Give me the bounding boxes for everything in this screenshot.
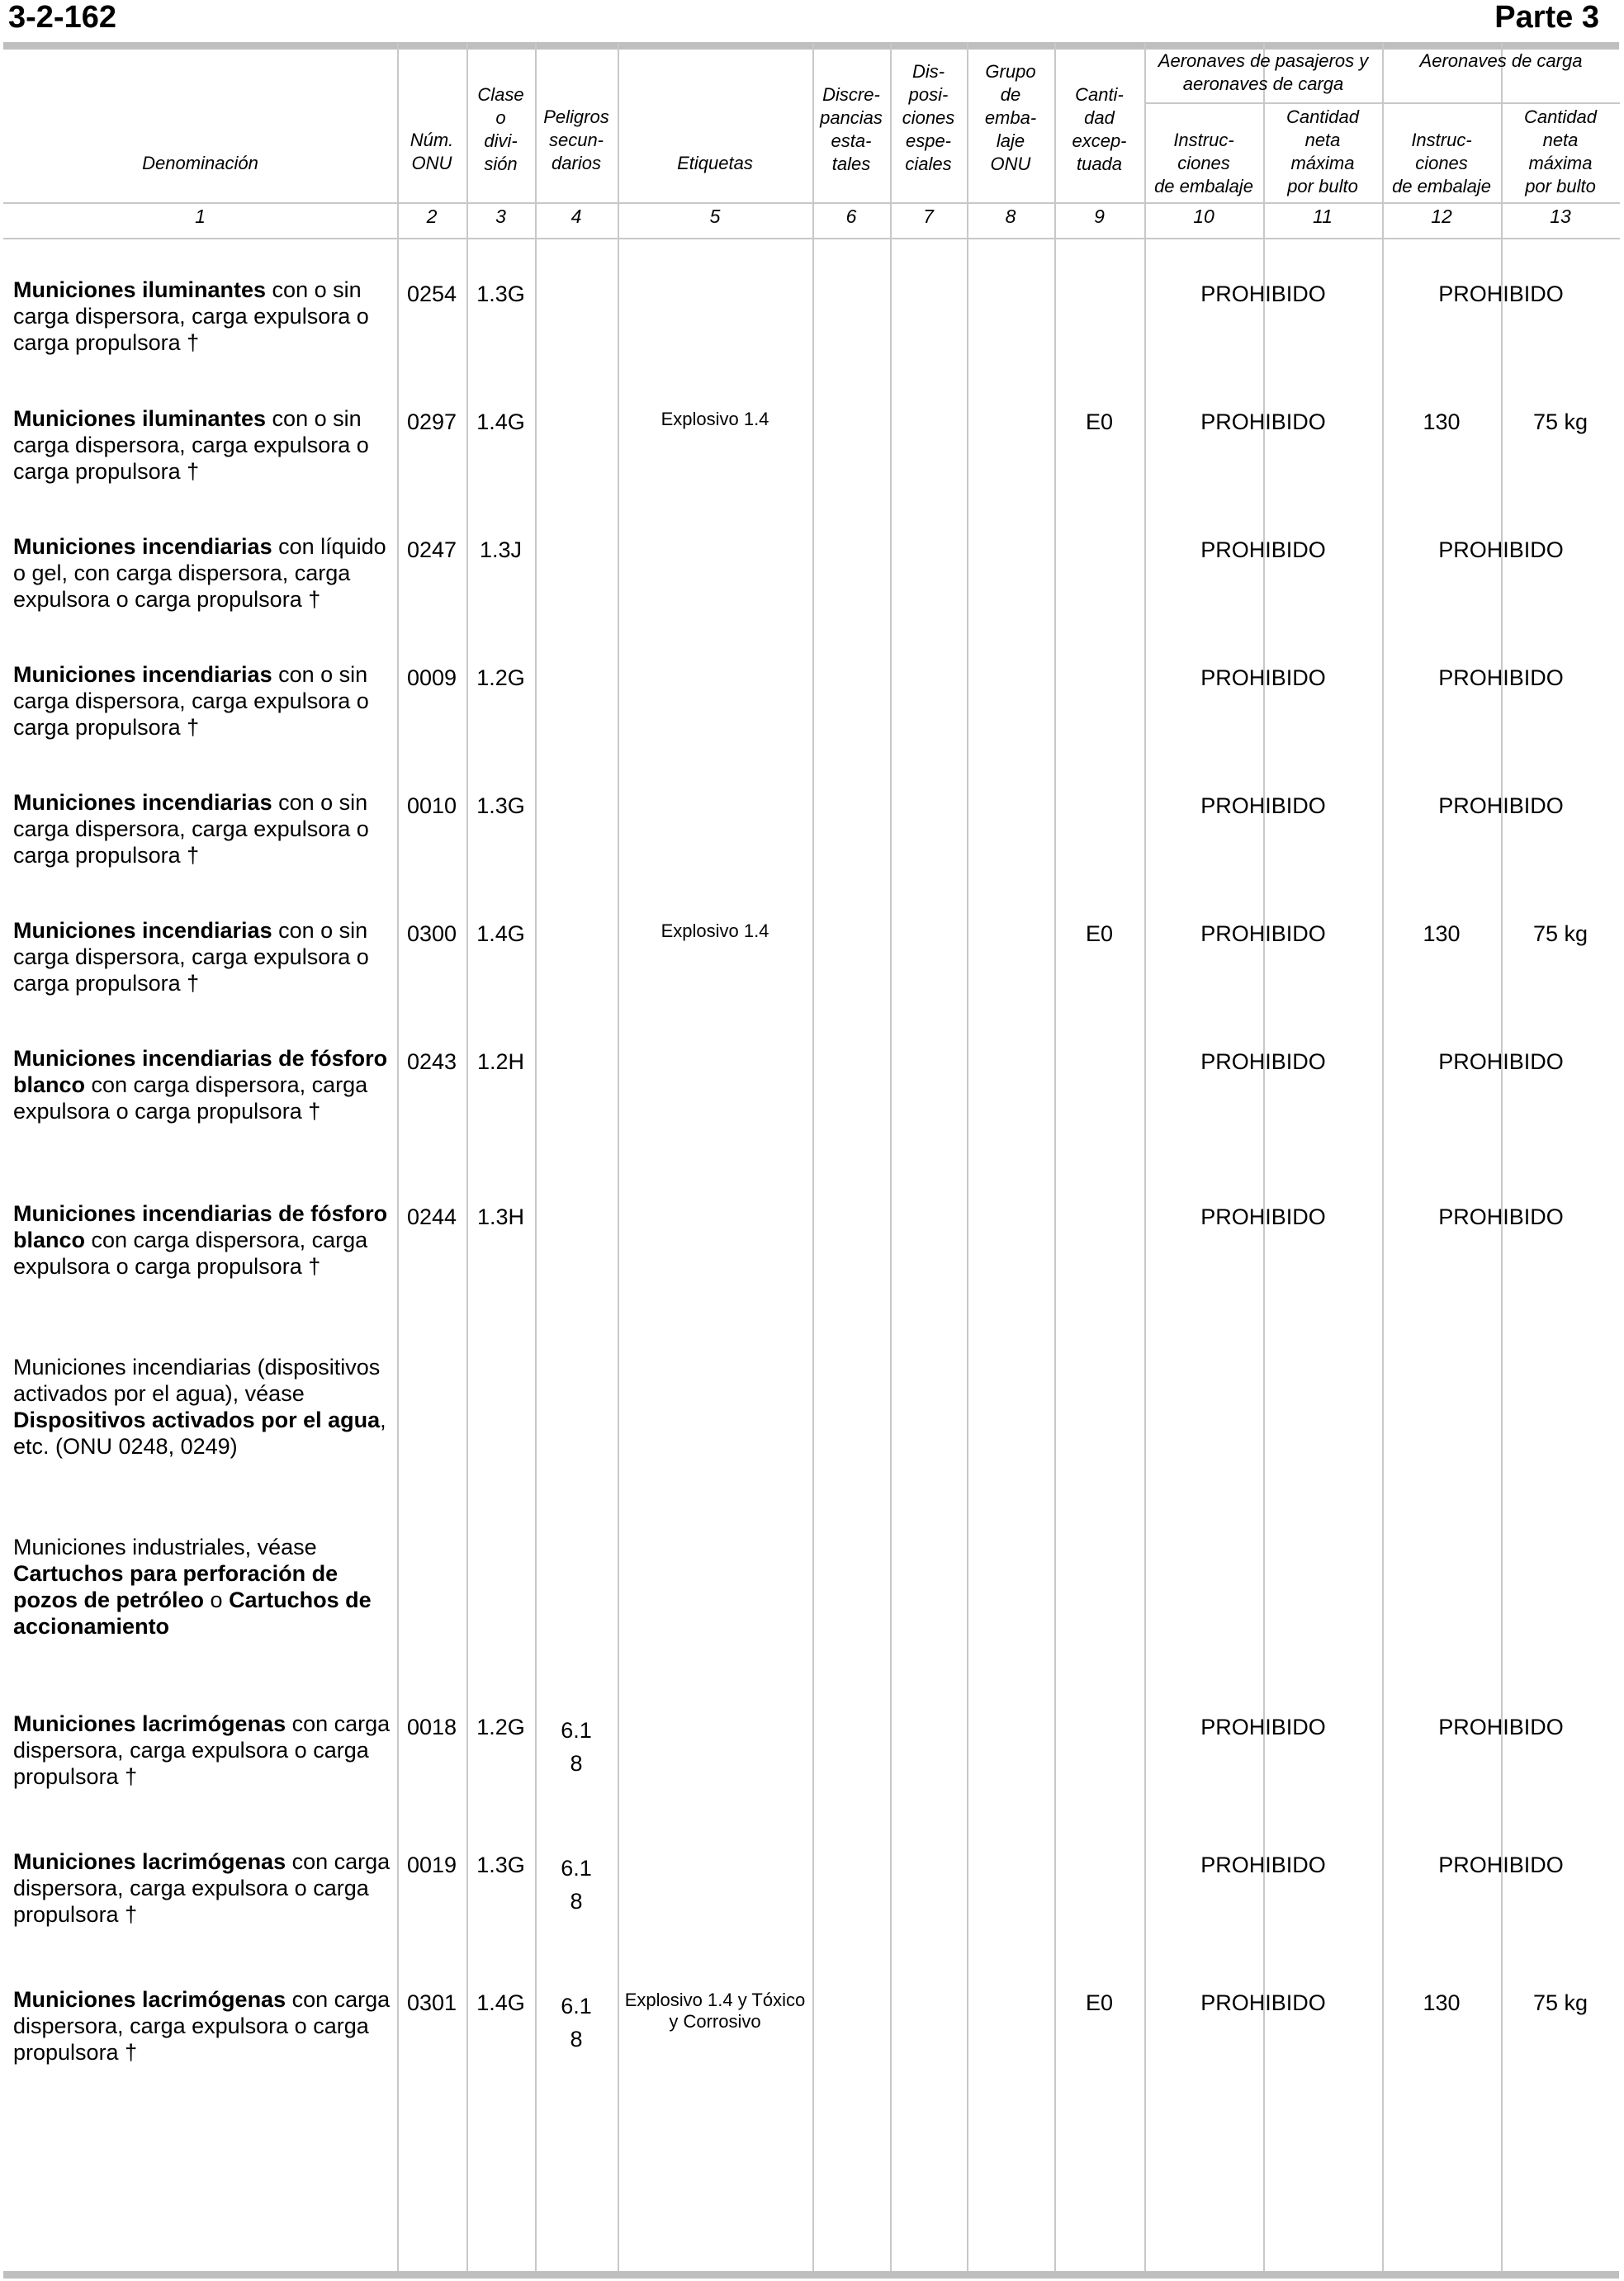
un-number: 0009 (406, 665, 457, 690)
class-division: 1.4G (476, 409, 525, 434)
excepted-quantity: E0 (1085, 921, 1114, 946)
row-description: Municiones iluminantes con o sin carga dispersora, carga expulsora o carga propulsora † (13, 277, 369, 355)
part-label: Parte 3 (1494, 0, 1599, 35)
class-division: 1.4G (476, 921, 525, 946)
class-division: 1.3G (476, 793, 525, 818)
page-header (7, 0, 1619, 41)
un-number: 0244 (406, 1204, 457, 1229)
class-division: 1.3H (476, 1204, 525, 1229)
excepted-quantity: E0 (1085, 1990, 1114, 2015)
header-etiquetas: Etiquetas (677, 153, 753, 173)
header-divider (3, 202, 1620, 204)
header-num-onu: Núm. ONU (410, 130, 454, 173)
un-number: 0301 (406, 1990, 457, 2015)
header-instrucciones-carga: Instruc- ciones de embalaje (1392, 130, 1491, 196)
header-disposiciones: Dis- posi- ciones espe- ciales (902, 61, 955, 174)
column-number: 10 (1193, 206, 1214, 227)
column-divider (890, 43, 892, 2272)
class-division: 1.4G (476, 1990, 525, 2015)
column-divider (1263, 43, 1265, 2272)
class-division: 1.3G (476, 1853, 525, 1877)
passenger-status: PROHIBIDO (1200, 282, 1326, 306)
row-description: Municiones incendiarias de fósforo blanco con carga dispersora, carga expulsora o carga propulsora † (13, 1046, 388, 1124)
passenger-status: PROHIBIDO (1200, 921, 1326, 946)
bottom-rule (3, 2271, 1619, 2279)
cargo-status: PROHIBIDO (1438, 537, 1564, 562)
column-number: 4 (571, 206, 582, 227)
subsidiary-hazards: 6.1 8 (561, 1718, 592, 1776)
cargo-max-quantity: 75 kg (1532, 1990, 1588, 2015)
column-number: 12 (1431, 206, 1452, 227)
row-description: Municiones lacrimógenas con carga dispersora, carga expulsora o carga propulsora † (13, 1711, 391, 1789)
row-description: Municiones lacrimógenas con carga dispersora, carga expulsora o carga propulsora † (13, 1849, 391, 1927)
label-text: Explosivo 1.4 (660, 409, 769, 429)
un-number: 0018 (406, 1715, 457, 1739)
reference-entry: Municiones incendiarias (dispositivos activados por el agua), véase Dispositivos activados por el agua, etc. (ONU 0248, 0249) (13, 1355, 386, 1459)
cargo-packing-instruction: 130 (1423, 409, 1461, 434)
column-number: 13 (1550, 206, 1571, 227)
top-rule (3, 42, 1619, 50)
cargo-max-quantity: 75 kg (1532, 409, 1588, 434)
un-number: 0243 (406, 1049, 457, 1074)
cargo-status: PROHIBIDO (1438, 1853, 1564, 1877)
un-number: 0247 (406, 537, 457, 562)
un-number: 0010 (406, 793, 457, 818)
class-division: 1.2H (476, 1049, 525, 1074)
cargo-status: PROHIBIDO (1438, 1049, 1564, 1074)
group-header-passenger: Aeronaves de pasajeros y aeronaves de carga (1158, 50, 1369, 94)
passenger-status: PROHIBIDO (1200, 1049, 1326, 1074)
column-number: 9 (1094, 206, 1105, 227)
un-number: 0019 (406, 1853, 457, 1877)
column-divider (1382, 43, 1384, 2272)
header-cantidad-carga: Cantidad neta máxima por bulto (1523, 106, 1598, 196)
column-divider (1054, 43, 1056, 2272)
passenger-status: PROHIBIDO (1200, 1715, 1326, 1739)
column-divider (812, 43, 814, 2272)
excepted-quantity: E0 (1085, 409, 1114, 434)
column-number: 11 (1313, 206, 1333, 227)
row-description: Municiones incendiarias con líquido o gel, con carga dispersora, carga expulsora o carga propulsora † (13, 534, 386, 612)
passenger-status: PROHIBIDO (1200, 793, 1326, 818)
row-description: Municiones incendiarias de fósforo blanco con carga dispersora, carga expulsora o carga propulsora † (13, 1201, 388, 1279)
group-divider (1144, 102, 1620, 104)
cargo-status: PROHIBIDO (1438, 282, 1564, 306)
row-description: Municiones incendiarias con o sin carga dispersora, carga expulsora o carga propulsora † (13, 918, 369, 996)
cargo-packing-instruction: 130 (1423, 921, 1461, 946)
reference-entry: Municiones industriales, véase Cartuchos para perforación de pozos de petróleo o Cartuchos de accionamiento (13, 1535, 372, 1639)
column-number: 8 (1005, 206, 1016, 227)
column-number: 5 (709, 206, 721, 227)
column-divider (618, 43, 619, 2272)
passenger-status: PROHIBIDO (1200, 1853, 1326, 1877)
subsidiary-hazards: 6.1 8 (561, 1994, 592, 2051)
header-cantidad-pasajeros: Cantidad neta máxima por bulto (1285, 106, 1360, 196)
class-division: 1.2G (476, 665, 525, 690)
class-division: 1.2G (476, 1715, 525, 1739)
header-discrepancias: Discre- pancias esta- tales (820, 84, 883, 174)
un-number: 0300 (406, 921, 457, 946)
header-denominacion: Denominación (142, 153, 258, 173)
header-clase: Clase o divi- sión (477, 84, 524, 174)
column-divider (397, 43, 399, 2272)
column-number: 1 (195, 206, 206, 227)
column-divider (466, 43, 468, 2272)
un-number: 0297 (406, 409, 457, 434)
header-grupo-embalaje: Grupo de emba- laje ONU (984, 61, 1037, 174)
column-number: 3 (495, 206, 506, 227)
group-header-cargo: Aeronaves de carga (1419, 50, 1583, 71)
column-divider (1501, 43, 1503, 2272)
column-divider (535, 43, 537, 2272)
cargo-status: PROHIBIDO (1438, 1204, 1564, 1229)
label-text: Explosivo 1.4 y Tóxico y Corrosivo (624, 1990, 806, 2032)
row-description: Municiones incendiarias con o sin carga dispersora, carga expulsora o carga propulsora † (13, 790, 369, 868)
passenger-status: PROHIBIDO (1200, 665, 1326, 690)
class-division: 1.3G (476, 282, 525, 306)
cargo-status: PROHIBIDO (1438, 665, 1564, 690)
column-number: 6 (845, 206, 857, 227)
header-instrucciones-pasajeros: Instruc- ciones de embalaje (1154, 130, 1253, 196)
cargo-max-quantity: 75 kg (1532, 921, 1588, 946)
passenger-status: PROHIBIDO (1200, 537, 1326, 562)
page-number: 3-2-162 (8, 0, 116, 35)
cargo-packing-instruction: 130 (1423, 1990, 1461, 2015)
row-description: Municiones iluminantes con o sin carga dispersora, carga expulsora o carga propulsora † (13, 406, 369, 484)
column-divider (1144, 43, 1146, 2272)
passenger-status: PROHIBIDO (1200, 409, 1326, 434)
row-description: Municiones incendiarias con o sin carga dispersora, carga expulsora o carga propulsora † (13, 662, 369, 740)
header-peligros: Peligros secun- darios (543, 106, 609, 173)
passenger-status: PROHIBIDO (1200, 1990, 1326, 2015)
column-divider (967, 43, 968, 2272)
cargo-status: PROHIBIDO (1438, 793, 1564, 818)
column-number: 2 (426, 206, 438, 227)
un-number: 0254 (406, 282, 457, 306)
column-number: 7 (923, 206, 934, 227)
header-cantidad-exceptuada: Canti- dad excep- tuada (1072, 84, 1127, 174)
cargo-status: PROHIBIDO (1438, 1715, 1564, 1739)
class-division: 1.3J (479, 537, 523, 562)
label-text: Explosivo 1.4 (660, 920, 769, 941)
colnum-divider (3, 238, 1620, 239)
subsidiary-hazards: 6.1 8 (561, 1856, 592, 1914)
row-description: Municiones lacrimógenas con carga dispersora, carga expulsora o carga propulsora † (13, 1987, 391, 2065)
passenger-status: PROHIBIDO (1200, 1204, 1326, 1229)
